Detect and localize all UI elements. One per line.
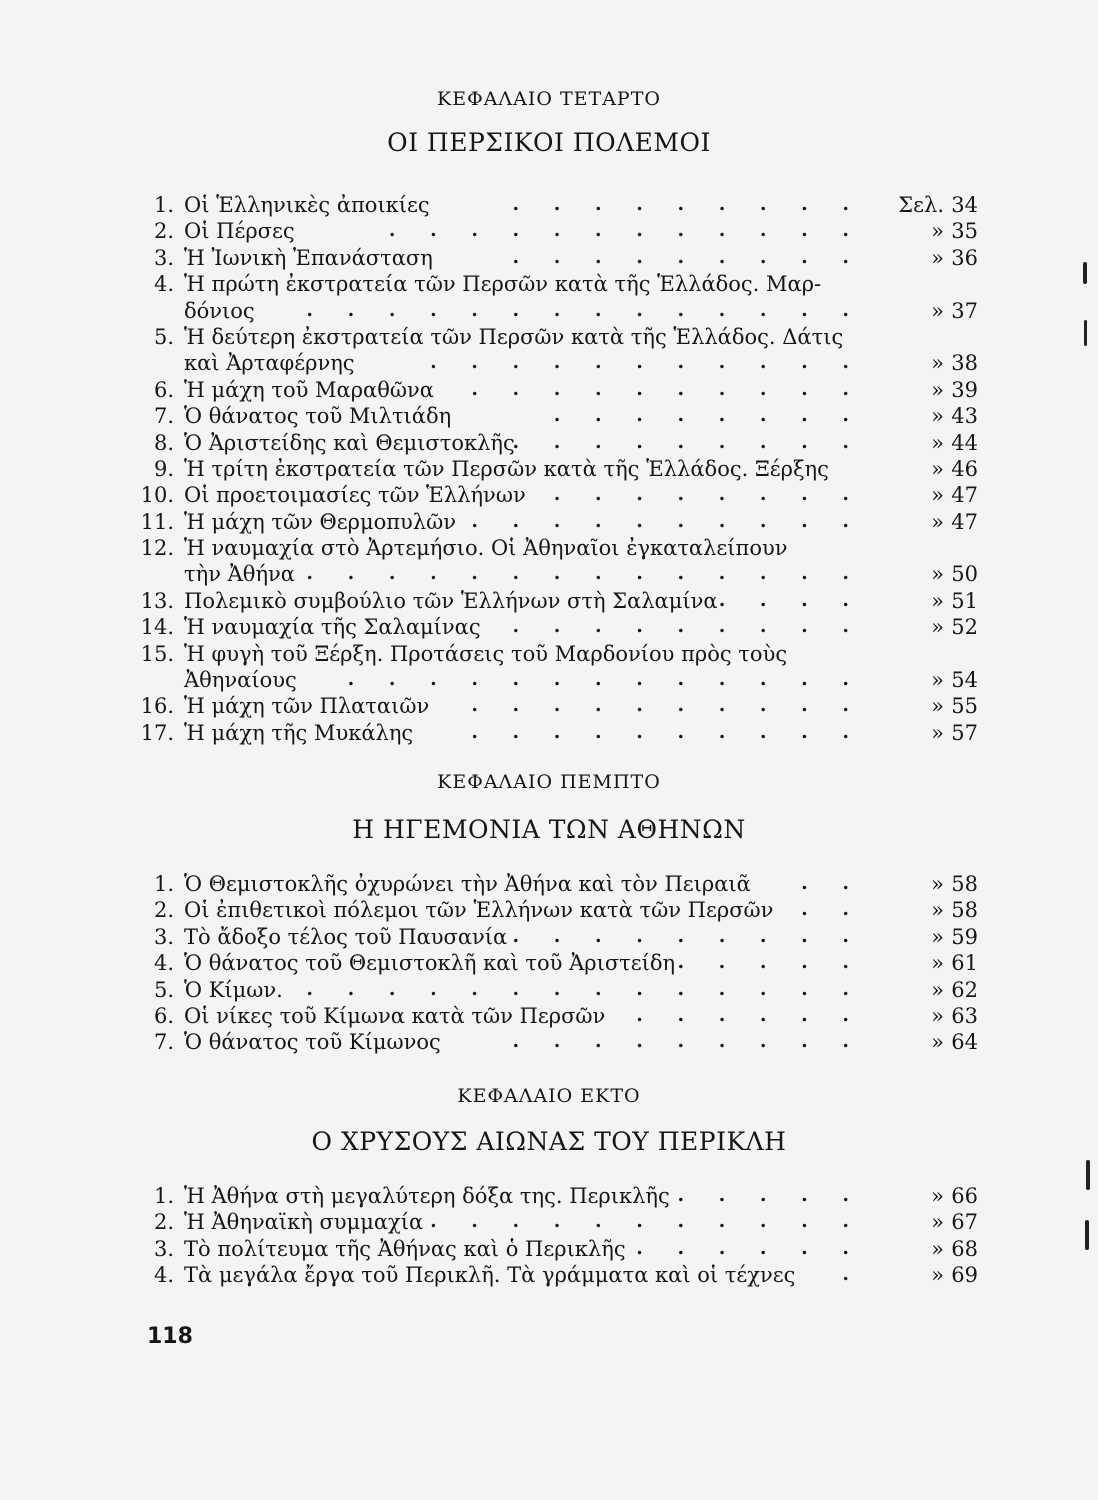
toc-entry — [138, 457, 998, 483]
page-prefix: » — [931, 615, 944, 640]
dot-leader: . . . . . . . . . — [512, 924, 863, 947]
scan-speck — [1086, 1160, 1090, 1190]
page-prefix: » — [931, 219, 944, 244]
page-prefix: » — [931, 509, 944, 534]
chapter-6-label: ΚΕΦΑΛΑΙΟ ΕΚΤΟ — [457, 1085, 641, 1107]
dot-leader: . . . . . . . . . . . — [430, 1210, 863, 1233]
toc-entry — [138, 431, 998, 457]
toc-entry — [138, 615, 998, 641]
toc-entry — [138, 1263, 998, 1289]
entry-page: 67 — [951, 1210, 978, 1235]
dot-leader: . . . . . . . . . . — [471, 377, 863, 400]
dot-leader: . . . . . . . . . . . — [430, 351, 863, 374]
entry-title: δόνιος — [184, 298, 255, 323]
page-prefix: » — [931, 1003, 944, 1028]
chapter-5-contents — [138, 872, 998, 1057]
entry-page: 59 — [951, 924, 978, 949]
entry-title: τὴν Ἀθήνα — [184, 562, 295, 587]
entry-title: Ἡ τρίτη ἐκστρατεία τῶν Περσῶν κατὰ τῆς Ἑλλάδος. Ξέρξης — [184, 456, 829, 481]
entry-page: 38 — [951, 351, 978, 376]
entry-title: Ἡ Ἀθηναϊκὴ συμμαχία — [184, 1210, 424, 1235]
dot-leader: . . . . . . . . — [553, 404, 863, 427]
entry-title: Ὁ θάνατος τοῦ Μιλτιάδη — [184, 404, 452, 429]
dot-leader: . . . . . . — [636, 1003, 863, 1026]
page-prefix: » — [931, 668, 944, 693]
entry-number: 15. — [140, 641, 174, 666]
page-prefix: Σελ. — [898, 193, 944, 217]
toc-entry — [138, 325, 998, 351]
entry-title: Ἡ δεύτερη ἐκστρατεία τῶν Περσῶν κατὰ τῆς Ἑλλάδος. Δάτις — [184, 324, 844, 349]
entry-page: 39 — [951, 377, 978, 402]
entry-title: Ἡ Ἀθήνα στὴ μεγαλύτερη δόξα της. Περικλῆς — [184, 1184, 670, 1208]
dot-leader: . . . . . . . . . — [512, 615, 863, 638]
entry-title: Τὸ ἄδοξο τέλος τοῦ Παυσανία — [184, 924, 508, 949]
toc-entry — [138, 351, 998, 377]
entry-title: Πολεμικὸ συμβούλιο τῶν Ἑλλήνων στὴ Σαλαμίνα — [184, 588, 718, 613]
entry-number: 7. — [153, 1030, 174, 1055]
entry-page: 58 — [951, 872, 978, 896]
entry-page: 51 — [951, 588, 978, 613]
entry-number: 4. — [153, 1263, 174, 1288]
entry-page: 66 — [951, 1184, 978, 1208]
entry-title: Τὰ μεγάλα ἔργα τοῦ Περικλῆ. Τὰ γράμματα καὶ οἱ τέχνες — [184, 1263, 796, 1288]
entry-title: Ἡ μάχη τῶν Θερμοπυλῶν — [184, 509, 457, 534]
entry-page: 54 — [951, 668, 978, 693]
entry-title: Οἱ νίκες τοῦ Κίμωνα κατὰ τῶν Περσῶν — [184, 1003, 606, 1028]
entry-page: 55 — [951, 694, 978, 719]
entry-page: 34 — [951, 193, 978, 217]
page-prefix: » — [931, 377, 944, 402]
dot-leader: . . — [801, 872, 863, 894]
entry-title: Ὁ Θεμιστοκλῆς ὀχυρώνει τὴν Ἀθήνα καὶ τὸν Πειραιᾶ — [184, 872, 751, 896]
entry-title: Ἡ μάχη τοῦ Μαραθῶνα — [184, 377, 434, 402]
entry-title: Τὸ πολίτευμα τῆς Ἀθήνας καὶ ὁ Περικλῆς — [184, 1236, 626, 1261]
dot-leader: . . . . . . . . . . — [471, 509, 863, 532]
toc-entry — [138, 378, 998, 404]
entry-number: 4. — [153, 951, 174, 976]
entry-title: Ὁ θάνατος τοῦ Θεμιστοκλῆ καὶ τοῦ Ἀριστείδη — [184, 951, 676, 976]
entry-page: 35 — [951, 219, 978, 244]
entry-number: 17. — [140, 720, 174, 745]
dot-leader: . . . . . — [677, 951, 863, 974]
dot-leader: . . . . . . . . . — [512, 430, 863, 453]
dot-leader: . . . . . . . . . . — [471, 694, 863, 717]
toc-entry — [138, 272, 998, 298]
entry-number: 16. — [140, 694, 174, 719]
toc-entry — [138, 404, 998, 430]
entry-title: Ἡ μάχη τῶν Πλαταιῶν — [184, 694, 430, 719]
dot-leader: . . . . . . — [636, 1236, 863, 1259]
dot-leader: . . . . . . . . — [553, 483, 863, 506]
page-prefix: » — [931, 977, 944, 1002]
entry-title: Οἱ Πέρσες — [184, 219, 295, 244]
entry-number: 5. — [153, 977, 174, 1002]
page-prefix: » — [931, 1030, 944, 1055]
entry-number: 1. — [153, 872, 174, 896]
entry-page: 47 — [951, 509, 978, 534]
toc-entry — [138, 1184, 998, 1210]
page-prefix: » — [931, 1210, 944, 1235]
entry-title: Ἡ ναυμαχία τῆς Σαλαμίνας — [184, 615, 481, 640]
toc-entry — [138, 694, 998, 720]
dot-leader: . . . . . . . . . . . . . . — [306, 562, 863, 585]
entry-page: 47 — [951, 483, 978, 508]
page-prefix: » — [931, 298, 944, 323]
entry-number: 6. — [153, 1003, 174, 1028]
entry-title: Ὁ θάνατος τοῦ Κίμωνος — [184, 1030, 441, 1055]
toc-entry — [138, 562, 998, 588]
toc-entry — [138, 246, 998, 272]
chapter-4-title: ΟΙ ΠΕΡΣΙΚΟΙ ΠΟΛΕΜΟΙ — [387, 128, 711, 157]
toc-entry — [138, 721, 998, 747]
chapter-5-title: Η ΗΓΕΜΟΝΙΑ ΤΩΝ ΑΘΗΝΩΝ — [352, 815, 746, 844]
entry-title: Ὁ Κίμων. — [184, 977, 283, 1002]
entry-page: 50 — [951, 562, 978, 587]
entry-page: 52 — [951, 615, 978, 640]
entry-number: 1. — [153, 193, 174, 217]
entry-page: 43 — [951, 404, 978, 429]
page-prefix: » — [931, 456, 944, 481]
entry-page: 62 — [951, 977, 978, 1002]
page-prefix: » — [931, 924, 944, 949]
entry-number: 7. — [153, 404, 174, 429]
entry-number: 1. — [153, 1184, 174, 1208]
dot-leader: . . . . . . . . . . . . . . — [306, 977, 863, 1000]
scan-speck — [1083, 262, 1087, 284]
toc-entry — [138, 589, 998, 615]
toc-entry — [138, 1210, 998, 1236]
toc-entry — [138, 978, 998, 1004]
toc-entry — [138, 299, 998, 325]
chapter-4-label: ΚΕΦΑΛΑΙΟ ΤΕΤΑΡΤΟ — [437, 88, 661, 110]
entry-page: 46 — [951, 456, 978, 481]
entry-number: 2. — [153, 219, 174, 244]
dot-leader: . . . . . . . . . . — [471, 720, 863, 743]
toc-entry — [138, 219, 998, 245]
page-prefix: » — [931, 404, 944, 429]
chapter-6-contents — [138, 1184, 998, 1290]
toc-entry — [138, 1004, 998, 1030]
entry-title: Ἡ φυγὴ τοῦ Ξέρξη. Προτάσεις τοῦ Μαρδονίου πρὸς τοὺς — [184, 641, 788, 666]
dot-leader: . . . . . . . . . — [512, 193, 863, 215]
entry-number: 13. — [140, 588, 174, 613]
toc-entry — [138, 510, 998, 536]
entry-number: 2. — [153, 898, 174, 923]
toc-entry — [138, 668, 998, 694]
scan-speck — [1084, 320, 1087, 346]
toc-entry — [138, 898, 998, 924]
entry-title: Ὁ Ἀριστείδης καὶ Θεμιστοκλῆς — [184, 430, 515, 455]
entry-number: 3. — [153, 924, 174, 949]
dot-leader: . . . . . . . . . . . . . — [347, 668, 863, 691]
entry-page: 68 — [951, 1236, 978, 1261]
page-prefix: » — [931, 245, 944, 270]
entry-title: Ἡ πρώτη ἐκστρατεία τῶν Περσῶν κατὰ τῆς Ἑλλάδος. Μαρ- — [184, 272, 822, 297]
entry-number: 3. — [153, 1236, 174, 1261]
toc-entry — [138, 1030, 998, 1056]
page-prefix: » — [931, 483, 944, 508]
entry-page: 44 — [951, 430, 978, 455]
entry-number: 14. — [140, 615, 174, 640]
page-prefix: » — [931, 951, 944, 976]
entry-title: Οἱ Ἑλληνικὲς ἀποικίες — [184, 193, 430, 217]
page-number: 118 — [147, 1324, 193, 1349]
page-prefix: » — [931, 720, 944, 745]
entry-number: 5. — [153, 324, 174, 349]
page-prefix: » — [931, 1263, 944, 1288]
page-prefix: » — [931, 1236, 944, 1261]
entry-number: 9. — [153, 456, 174, 481]
page-prefix: » — [931, 562, 944, 587]
entry-page: 57 — [951, 720, 978, 745]
dot-leader: . . . . . . . . . — [512, 245, 863, 268]
entry-number: 3. — [153, 245, 174, 270]
dot-leader: . — [842, 1263, 863, 1286]
dot-leader: . . . . . — [677, 1184, 863, 1206]
chapter-6-title: Ο ΧΡΥΣΟΥΣ ΑΙΩΝΑΣ ΤΟΥ ΠΕΡΙΚΛΗ — [311, 1127, 787, 1156]
dot-leader: . . — [801, 898, 863, 921]
scan-speck — [1085, 1220, 1089, 1250]
entry-number: 6. — [153, 377, 174, 402]
toc-entry — [138, 193, 998, 219]
entry-number: 12. — [140, 536, 174, 561]
entry-page: 37 — [951, 298, 978, 323]
dot-leader: . . . . . . . . . . . . — [388, 219, 863, 242]
page-prefix: » — [931, 898, 944, 923]
chapter-5-label: ΚΕΦΑΛΑΙΟ ΠΕΜΠΤΟ — [437, 771, 661, 793]
toc-entry — [138, 872, 998, 898]
page-prefix: » — [931, 872, 944, 896]
chapter-4-contents — [138, 193, 998, 747]
dot-leader: . . . . — [718, 588, 863, 611]
entry-page: 58 — [951, 898, 978, 923]
dot-leader: . . . . . . . . . . . . . . — [306, 298, 863, 321]
entry-page: 36 — [951, 245, 978, 270]
entry-title: Ἡ ναυμαχία στὸ Ἀρτεμήσιο. Οἱ Ἀθηναῖοι ἐγκαταλείπουν — [184, 536, 788, 561]
entry-title: Ἡ Ἰωνικὴ Ἐπανάσταση — [184, 245, 433, 270]
toc-entry — [138, 642, 998, 668]
entry-page: 61 — [951, 951, 978, 976]
page-prefix: » — [931, 351, 944, 376]
page-prefix: » — [931, 694, 944, 719]
page-prefix: » — [931, 588, 944, 613]
entry-title: καὶ Ἀρταφέρνης — [184, 351, 355, 376]
entry-title: Ἡ μάχη τῆς Μυκάλης — [184, 720, 414, 745]
entry-page: 64 — [951, 1030, 978, 1055]
entry-number: 10. — [140, 483, 174, 508]
entry-page: 63 — [951, 1003, 978, 1028]
entry-number: 4. — [153, 272, 174, 297]
toc-entry — [138, 483, 998, 509]
entry-title: Οἱ ἐπιθετικοὶ πόλεμοι τῶν Ἑλλήνων κατὰ τῶν Περσῶν — [184, 898, 774, 923]
page-prefix: » — [931, 1184, 944, 1208]
toc-entry — [138, 536, 998, 562]
entry-title: Ἀθηναίους — [184, 668, 297, 693]
entry-number: 11. — [140, 509, 174, 534]
toc-entry — [138, 925, 998, 951]
entry-number: 8. — [153, 430, 174, 455]
toc-entry — [138, 951, 998, 977]
dot-leader: . . . . . . . . . — [512, 1030, 863, 1053]
toc-entry — [138, 1237, 998, 1263]
page-prefix: » — [931, 430, 944, 455]
entry-page: 69 — [951, 1263, 978, 1288]
entry-number: 2. — [153, 1210, 174, 1235]
entry-title: Οἱ προετοιμασίες τῶν Ἑλλήνων — [184, 483, 526, 508]
